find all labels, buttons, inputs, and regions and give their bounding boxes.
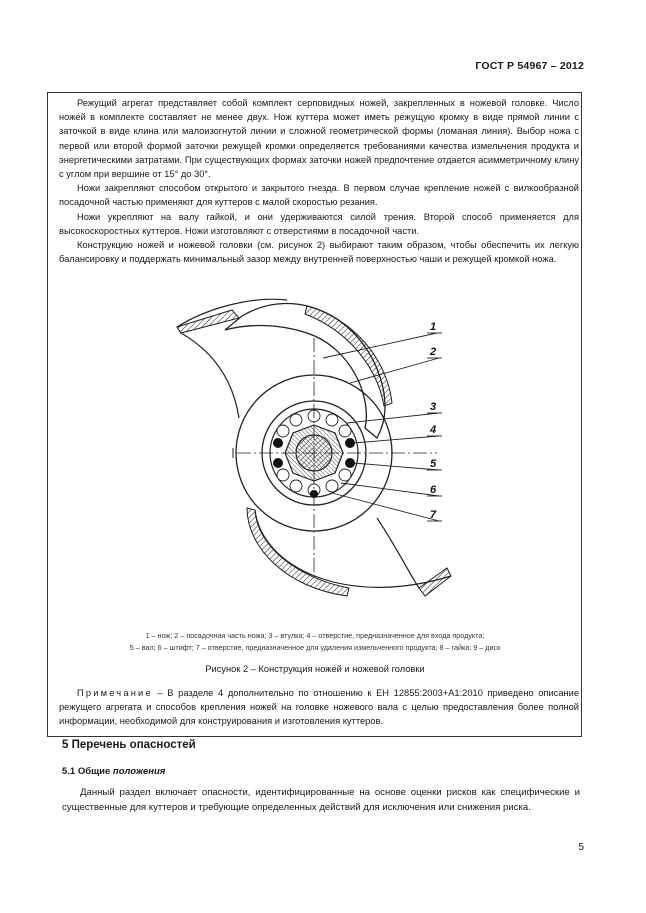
section-title: 5 Перечень опасностей [62, 739, 196, 751]
callout-1: 1 [430, 321, 437, 333]
upper-knife-body-curve [181, 333, 239, 418]
note-block [59, 686, 579, 729]
figure-knife-head [47, 278, 582, 628]
figure-caption: Рисунок 2 – Конструкция ножей и ножевой головки [205, 664, 425, 674]
lower-knife-back [255, 510, 451, 587]
section-paragraph: Данный раздел включает опасности, идентифицированные на основе оценки рисков как специфические и существенные для куттеров и требующие определенных действий для исключения или снижения риска. [62, 787, 580, 814]
frame-body-text [59, 96, 579, 266]
knife-head-drawing [47, 278, 582, 628]
paragraph-knife-nut: Ножи укрепляют на валу гайкой, и они удерживаются силой трения. Второй способ применяется для высокоскоростных куттеров. Ножи изготовляют с отверстиями в посадочной части. [59, 211, 579, 236]
page-number: 5 [578, 842, 584, 853]
subsection-number: 5.1 Общие [62, 766, 113, 777]
subsection-title [62, 766, 165, 777]
note-label: Примечание [77, 688, 153, 698]
paragraph-knife-design: Конструкцию ножей и ножевой головки (см. рисунок 2) выбирают таким образом, чтобы обеспечить их легкую балансировку и поддержать минимальный зазор между внутренней поверхностью чаши и режущей кромкой ножа. [59, 240, 579, 265]
legend-line-2: 5 – вал; 6 – штифт; 7 – отверстие, предназначенное для удаления измельченного продукта; 8 – гайка; 9 – диск [129, 643, 501, 652]
lower-knife-inner [377, 518, 419, 588]
callout-6: 6 [430, 484, 437, 496]
lower-knife-tip-hatch [419, 568, 451, 596]
callout-5: 5 [430, 458, 437, 470]
callout-4: 4 [430, 424, 437, 436]
subsection-name: положения [112, 766, 166, 777]
standard-header: ГОСТ Р 54967 – 2012 [475, 60, 584, 72]
paragraph-knife-mounting: Ножи закрепляют способом открытого и закрытого гнезда. В первом случае крепление ножей с вилкообразной посадочной частью применяют для куттеров с малой скоростью резания. [59, 183, 579, 208]
callout-3: 3 [430, 401, 437, 413]
note-text: – В разделе 4 дополнительно по отношению к ЕН 12855:2003+А1:2010 приведено описание режущего агрегата и способов крепления ножей на головке ножевого вала с целью предоставления более полной информации, необходимой для конструирования и изготовления куттеров. [59, 688, 579, 727]
section-text [62, 785, 580, 816]
callout-2: 2 [430, 346, 437, 358]
lower-knife-edge-hatch [247, 508, 349, 596]
callout-7: 7 [430, 509, 437, 521]
legend-line-1: 1 – нож; 2 – посадочная часть ножа; 3 – втулка; 4 – отверстие, предназначенное для входа продукта; [145, 631, 485, 640]
figure-legend [50, 630, 580, 654]
paragraph-cutting-unit: Режущий агрегат представляет собой комплект серповидных ножей, закрепленных в ножевой головке. Число ножей в комплекте составляет не менее двух. Нож куттера может иметь режущую кромку в виде прямой линии с заточкой в виде клина или малоизогнутой линии и сложной геометрической формы (ломаная линия). Выбор ножа с первой или второй формой заточки режущей кромки определяется требованиями качества измельчения продукта и энергетическими затратами. При существующих формах заточки ножей предпочтение отдается асимметричному клину с углом при вершине от 15° до 30°. [59, 98, 579, 180]
